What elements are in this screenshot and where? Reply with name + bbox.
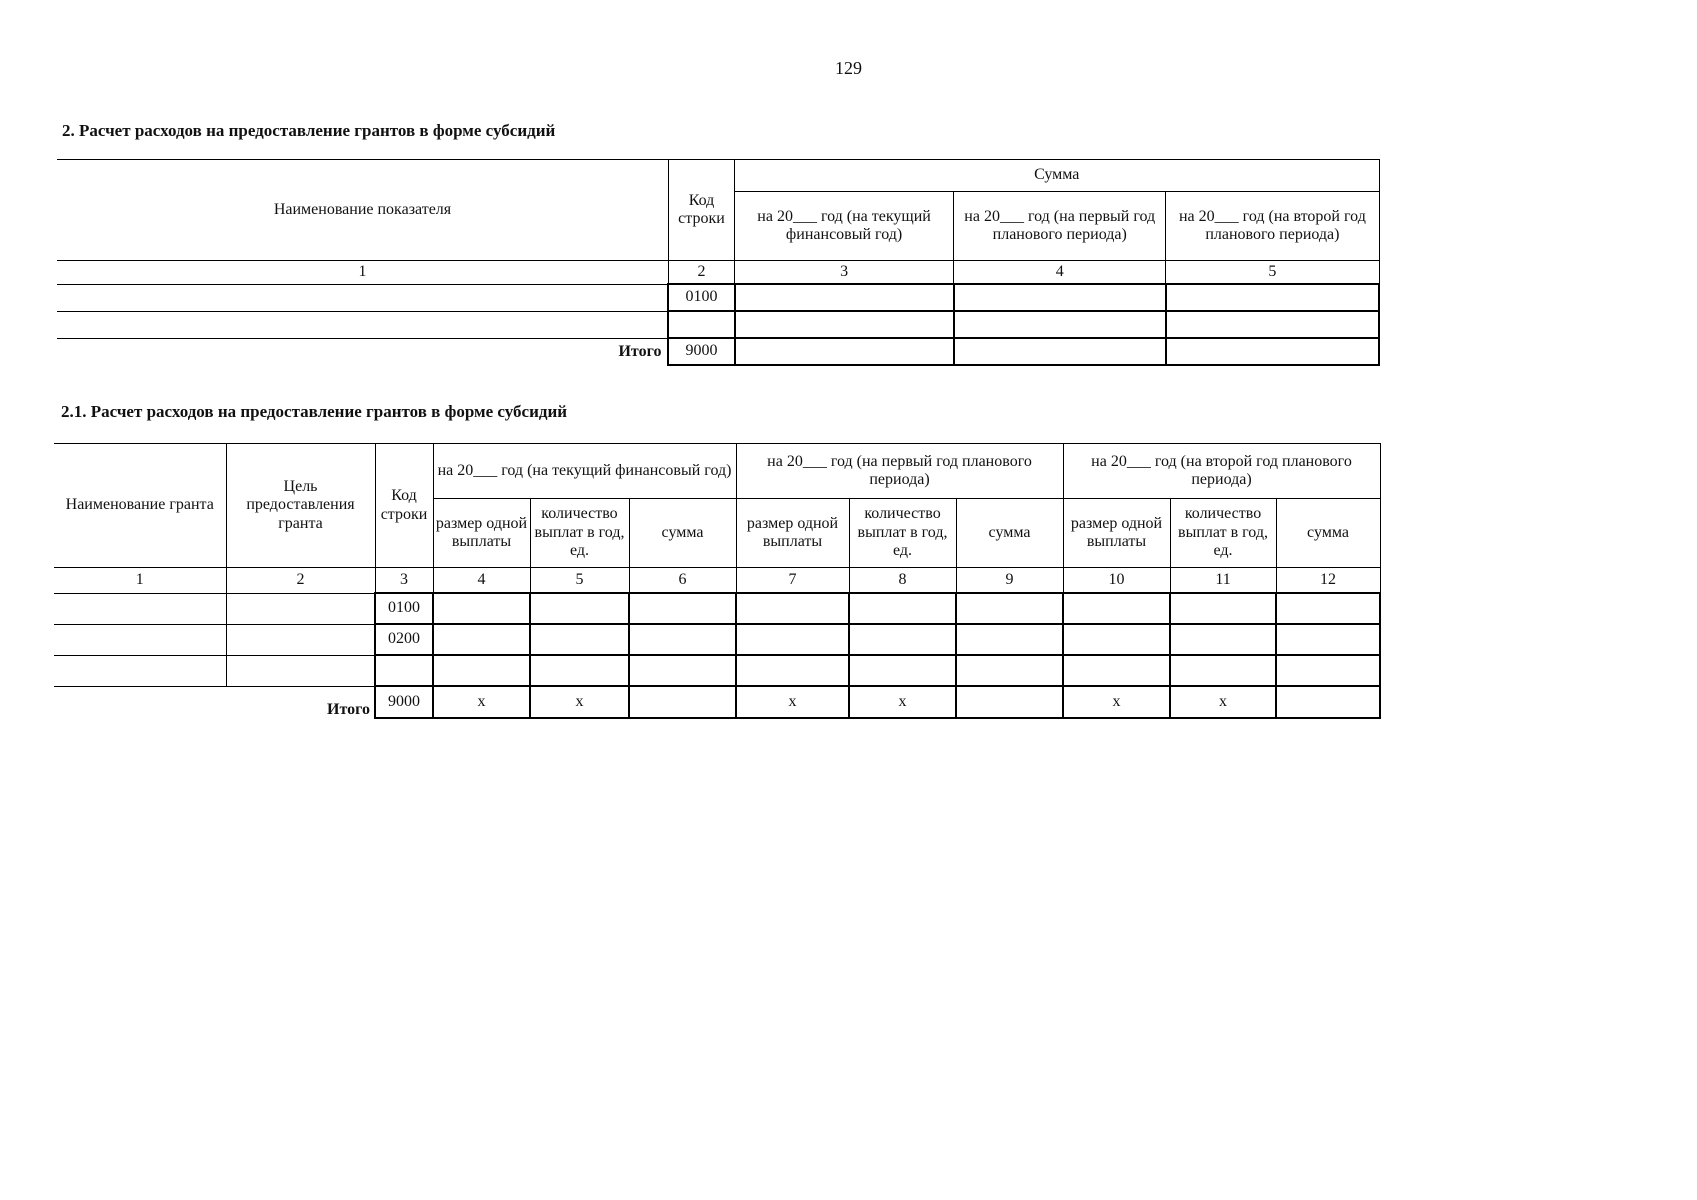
value-cell[interactable] bbox=[433, 655, 530, 686]
grants-calculation-table bbox=[57, 159, 1380, 366]
total-sum-cell[interactable] bbox=[956, 686, 1063, 718]
header-sum: Сумма bbox=[735, 160, 1380, 192]
total-sum-cell[interactable] bbox=[629, 686, 736, 718]
value-cell[interactable] bbox=[1170, 593, 1276, 624]
header-payment-count: количество выплат в год, ед. bbox=[530, 499, 629, 568]
header-grant-purpose: Цель предоставления гранта bbox=[226, 444, 375, 568]
value-cell[interactable] bbox=[629, 655, 736, 686]
header-first-plan-year: на 20___ год (на первый год планового периода) bbox=[736, 444, 1063, 499]
table-row bbox=[54, 624, 1380, 655]
header-row-code: Код строки bbox=[668, 160, 734, 261]
column-number: 4 bbox=[433, 568, 530, 594]
grant-name-cell[interactable] bbox=[54, 624, 226, 655]
column-number: 3 bbox=[735, 261, 954, 285]
page-number: 129 bbox=[835, 58, 862, 78]
total-amount-cell[interactable] bbox=[735, 338, 954, 365]
grant-purpose-cell[interactable] bbox=[226, 593, 375, 624]
value-cell[interactable] bbox=[849, 655, 956, 686]
value-cell[interactable] bbox=[433, 624, 530, 655]
value-cell[interactable] bbox=[849, 624, 956, 655]
table-row bbox=[57, 311, 1379, 338]
value-cell[interactable] bbox=[1063, 655, 1170, 686]
column-number: 8 bbox=[849, 568, 956, 594]
value-cell[interactable] bbox=[629, 593, 736, 624]
header-indicator-name: Наименование показателя bbox=[57, 160, 668, 261]
amount-cell[interactable] bbox=[1166, 311, 1379, 338]
amount-cell[interactable] bbox=[735, 311, 954, 338]
header-payment-count: количество выплат в год, ед. bbox=[1170, 499, 1276, 568]
column-number: 12 bbox=[1276, 568, 1380, 594]
value-cell[interactable] bbox=[956, 655, 1063, 686]
value-cell[interactable] bbox=[1063, 593, 1170, 624]
row-code-cell bbox=[375, 655, 433, 686]
row-code-cell: 0100 bbox=[668, 284, 734, 311]
row-code-cell: 0100 bbox=[375, 593, 433, 624]
header-row-code: Код строки bbox=[375, 444, 433, 568]
header-current-year: на 20___ год (на текущий финансовый год) bbox=[433, 444, 736, 499]
column-number: 7 bbox=[736, 568, 849, 594]
grant-name-cell[interactable] bbox=[54, 655, 226, 686]
column-number: 3 bbox=[375, 568, 433, 594]
column-number: 1 bbox=[57, 261, 668, 285]
column-number: 2 bbox=[668, 261, 734, 285]
indicator-name-cell[interactable] bbox=[57, 284, 668, 311]
table-row bbox=[57, 284, 1379, 311]
column-number: 1 bbox=[54, 568, 226, 594]
total-label: Итого bbox=[618, 342, 662, 360]
column-number: 5 bbox=[530, 568, 629, 594]
total-x-mark: х bbox=[1063, 686, 1170, 718]
header-current-year: на 20___ год (на текущий финансовый год) bbox=[735, 192, 954, 261]
column-number: 2 bbox=[226, 568, 375, 594]
indicator-name-cell[interactable] bbox=[57, 311, 668, 338]
grant-purpose-cell[interactable] bbox=[226, 624, 375, 655]
total-x-mark: х bbox=[736, 686, 849, 718]
grant-name-cell[interactable] bbox=[54, 593, 226, 624]
value-cell[interactable] bbox=[530, 655, 629, 686]
total-amount-cell[interactable] bbox=[954, 338, 1166, 365]
amount-cell[interactable] bbox=[735, 284, 954, 311]
grants-detail-table bbox=[54, 443, 1381, 719]
total-x-mark: х bbox=[433, 686, 530, 718]
value-cell[interactable] bbox=[530, 624, 629, 655]
total-label: Итого bbox=[327, 701, 370, 718]
table-row bbox=[54, 593, 1380, 624]
header-second-plan-year: на 20___ год (на второй год планового периода) bbox=[1063, 444, 1380, 499]
total-amount-cell[interactable] bbox=[1166, 338, 1379, 365]
value-cell[interactable] bbox=[956, 624, 1063, 655]
total-row bbox=[54, 686, 1380, 718]
header-sum: сумма bbox=[1276, 499, 1380, 568]
total-x-mark: х bbox=[530, 686, 629, 718]
header-payment-size: размер одной выплаты bbox=[433, 499, 530, 568]
value-cell[interactable] bbox=[736, 624, 849, 655]
header-grant-name: Наименование гранта bbox=[54, 444, 226, 568]
header-first-plan-year: на 20___ год (на первый год планового периода) bbox=[954, 192, 1166, 261]
amount-cell[interactable] bbox=[1166, 284, 1379, 311]
value-cell[interactable] bbox=[849, 593, 956, 624]
total-code-cell: 9000 bbox=[668, 338, 734, 365]
amount-cell[interactable] bbox=[954, 284, 1166, 311]
column-number: 9 bbox=[956, 568, 1063, 594]
total-code-cell: 9000 bbox=[375, 686, 433, 718]
total-row bbox=[57, 338, 1379, 365]
header-second-plan-year: на 20___ год (на второй год планового периода) bbox=[1166, 192, 1379, 261]
value-cell[interactable] bbox=[433, 593, 530, 624]
value-cell[interactable] bbox=[1170, 624, 1276, 655]
header-sum: сумма bbox=[956, 499, 1063, 568]
column-number: 4 bbox=[954, 261, 1166, 285]
row-code-cell bbox=[668, 311, 734, 338]
column-number: 11 bbox=[1170, 568, 1276, 594]
value-cell[interactable] bbox=[736, 655, 849, 686]
value-cell[interactable] bbox=[1276, 593, 1380, 624]
amount-cell[interactable] bbox=[954, 311, 1166, 338]
value-cell[interactable] bbox=[1170, 655, 1276, 686]
column-number: 6 bbox=[629, 568, 736, 594]
value-cell[interactable] bbox=[1276, 624, 1380, 655]
section-heading-grants: 2. Расчет расходов на предоставление грантов в форме субсидий bbox=[62, 121, 556, 140]
value-cell[interactable] bbox=[736, 593, 849, 624]
value-cell[interactable] bbox=[956, 593, 1063, 624]
total-x-mark: х bbox=[1170, 686, 1276, 718]
header-payment-size: размер одной выплаты bbox=[736, 499, 849, 568]
value-cell[interactable] bbox=[530, 593, 629, 624]
value-cell[interactable] bbox=[629, 624, 736, 655]
header-sum: сумма bbox=[629, 499, 736, 568]
column-number: 5 bbox=[1166, 261, 1379, 285]
column-number: 10 bbox=[1063, 568, 1170, 594]
header-payment-count: количество выплат в год, ед. bbox=[849, 499, 956, 568]
value-cell[interactable] bbox=[1276, 655, 1380, 686]
header-payment-size: размер одной выплаты bbox=[1063, 499, 1170, 568]
total-sum-cell[interactable] bbox=[1276, 686, 1380, 718]
grant-purpose-cell[interactable] bbox=[226, 655, 375, 686]
section-heading-grants-detail: 2.1. Расчет расходов на предоставление грантов в форме субсидий bbox=[61, 402, 568, 421]
row-code-cell: 0200 bbox=[375, 624, 433, 655]
total-x-mark: х bbox=[849, 686, 956, 718]
table-row bbox=[54, 655, 1380, 686]
value-cell[interactable] bbox=[1063, 624, 1170, 655]
